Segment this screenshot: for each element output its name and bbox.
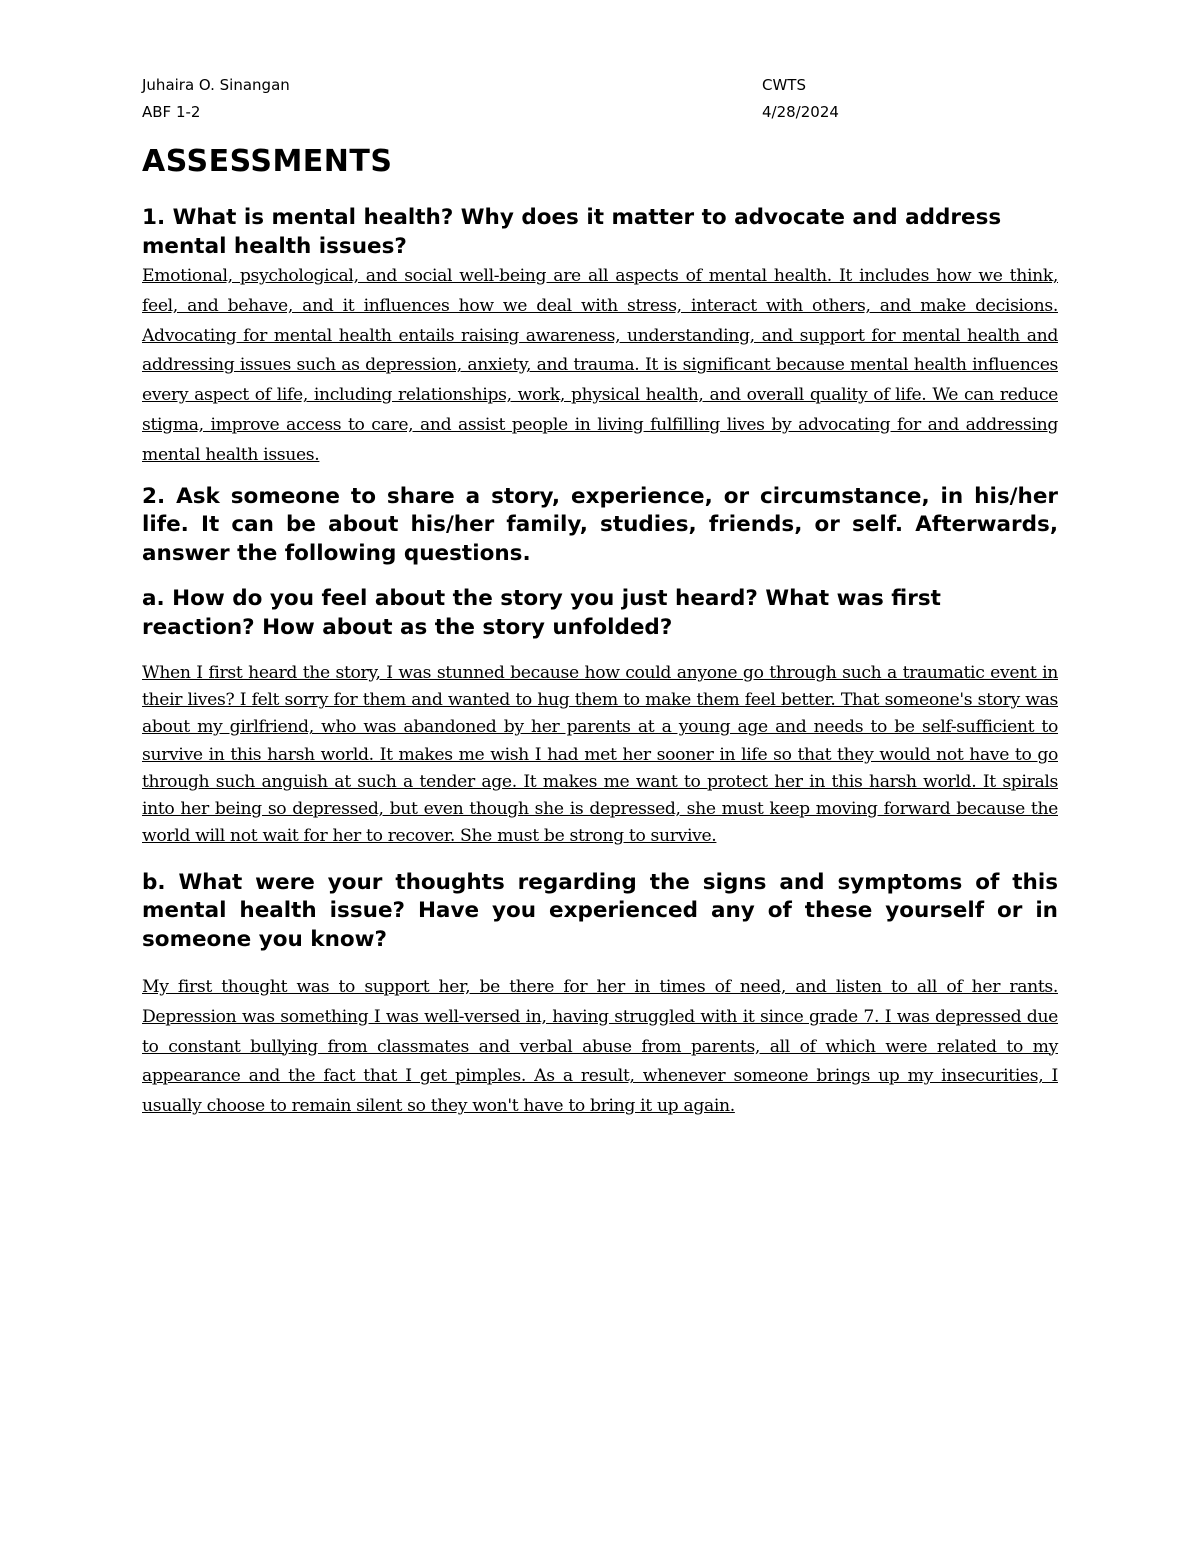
document-date: 4/28/2024 bbox=[762, 103, 839, 121]
question-2a: a. How do you feel about the story you just heard? What was first reaction? How about as the story unfolded? bbox=[142, 586, 941, 640]
header-row-2 bbox=[142, 99, 1058, 126]
answer-2a: When I first heard the story, I was stunned because how could anyone go through such a traumatic event in their lives? I felt sorry for them and wanted to hug them to make them feel better. That someone's story was about my girlfriend, who was abandoned by her parents at a young age and needs to be self-sufficient to survive in this harsh world. It makes me wish I had met her sooner in life so that they would not have to go through such anguish at such a tender age. It makes me want to protect her in this harsh world. It spirals into her being so depressed, but even though she is depressed, she must keep moving forward because the world will not wait for her to recover. She must be strong to survive. bbox=[142, 663, 1058, 847]
question-2: 2. Ask someone to share a story, experience, or circumstance, in his/her life. It can be about his/her family, studies, friends, or self. Afterwards, answer the following questions. bbox=[142, 483, 1058, 566]
course-name: CWTS bbox=[762, 76, 806, 94]
question-1: 1. What is mental health? Why does it matter to advocate and address mental health issues? bbox=[142, 205, 1002, 259]
document-page bbox=[142, 72, 1058, 1122]
question-2b: b. What were your thoughts regarding the signs and symptoms of this mental health issue? Have you experienced any of these yourself or in someone you know? bbox=[142, 869, 1058, 952]
student-name: Juhaira O. Sinangan bbox=[142, 76, 290, 94]
header-row-1 bbox=[142, 72, 1058, 99]
answer-1: Emotional, psychological, and social well-being are all aspects of mental health. It includes how we think, feel, and behave, and it influences how we deal with stress, interact with others, and make decisions. Advocating for mental health entails raising awareness, understanding, and support for mental health and addressing issues such as depression, anxiety, and trauma. It is significant because mental health influences every aspect of life, including relationships, work, physical health, and overall quality of life. We can reduce stigma, improve access to care, and assist people in living fulfilling lives by advocating for and addressing mental health issues. bbox=[142, 266, 1058, 465]
document-header bbox=[142, 72, 1058, 126]
answer-2b: My first thought was to support her, be there for her in times of need, and listen to all of her rants. Depression was something I was well-versed in, having struggled with it since grade 7. I was depressed due to constant bullying from classmates and verbal abuse from parents, all of which were related to my appearance and the fact that I get pimples. As a result, whenever someone brings up my insecurities, I usually choose to remain silent so they won't have to bring it up again. bbox=[142, 977, 1058, 1117]
document-title: ASSESSMENTS bbox=[142, 144, 393, 179]
student-section: ABF 1-2 bbox=[142, 103, 201, 121]
